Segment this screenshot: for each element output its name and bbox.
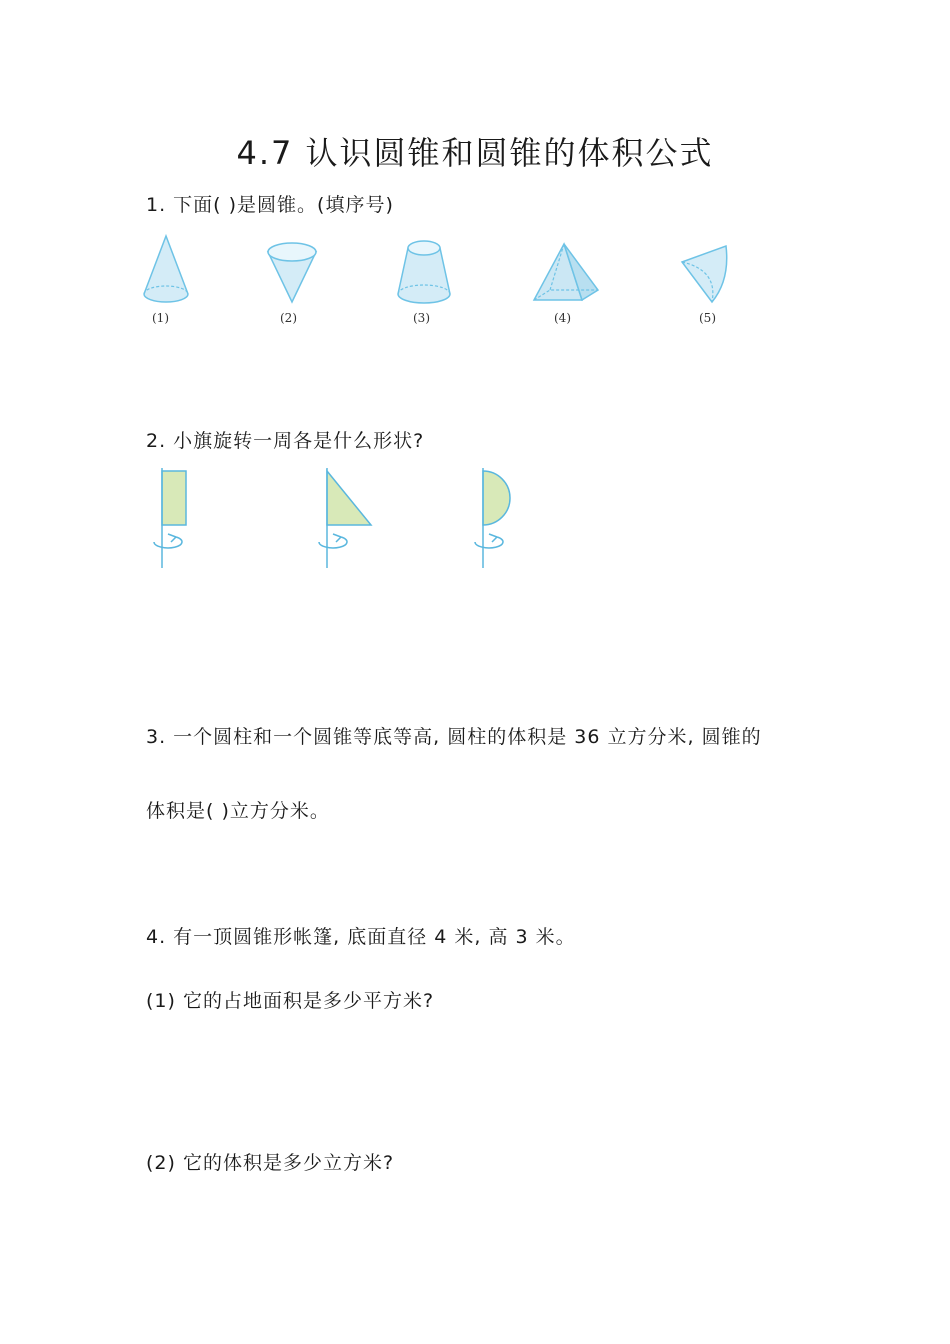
page-title: 4.7 认识圆锥和圆锥的体积公式	[236, 134, 714, 172]
question-4-sub-2: (2) 它的体积是多少立方米?	[146, 1152, 395, 1174]
question-4-text: 4. 有一顶圆锥形帐篷, 底面直径 4 米, 高 3 米。	[146, 926, 576, 948]
shape-cone-upright	[140, 232, 196, 306]
flag-semicircle	[461, 466, 525, 570]
shape-label-3: (3)	[413, 311, 430, 325]
question-1-text: 1. 下面( )是圆锥。(填序号)	[146, 194, 394, 216]
shape-label-2: (2)	[280, 311, 297, 325]
shape-pyramid	[530, 240, 602, 306]
shape-frustum	[394, 236, 454, 306]
shape-tilted-cone	[678, 240, 732, 306]
question-3-line-2: 体积是( )立方分米。	[146, 800, 330, 822]
question-4-sub-1: (1) 它的占地面积是多少平方米?	[146, 990, 435, 1012]
question-3-line-1: 3. 一个圆柱和一个圆锥等底等高, 圆柱的体积是 36 立方分米, 圆锥的	[146, 726, 762, 748]
shape-label-1: (1)	[152, 311, 169, 325]
shape-label-4: (4)	[554, 311, 571, 325]
shape-label-5: (5)	[699, 311, 716, 325]
shape-cone-inverted	[264, 238, 320, 306]
flag-rectangle	[140, 466, 200, 570]
question-2-text: 2. 小旗旋转一周各是什么形状?	[146, 430, 425, 452]
flag-triangle	[305, 466, 377, 570]
